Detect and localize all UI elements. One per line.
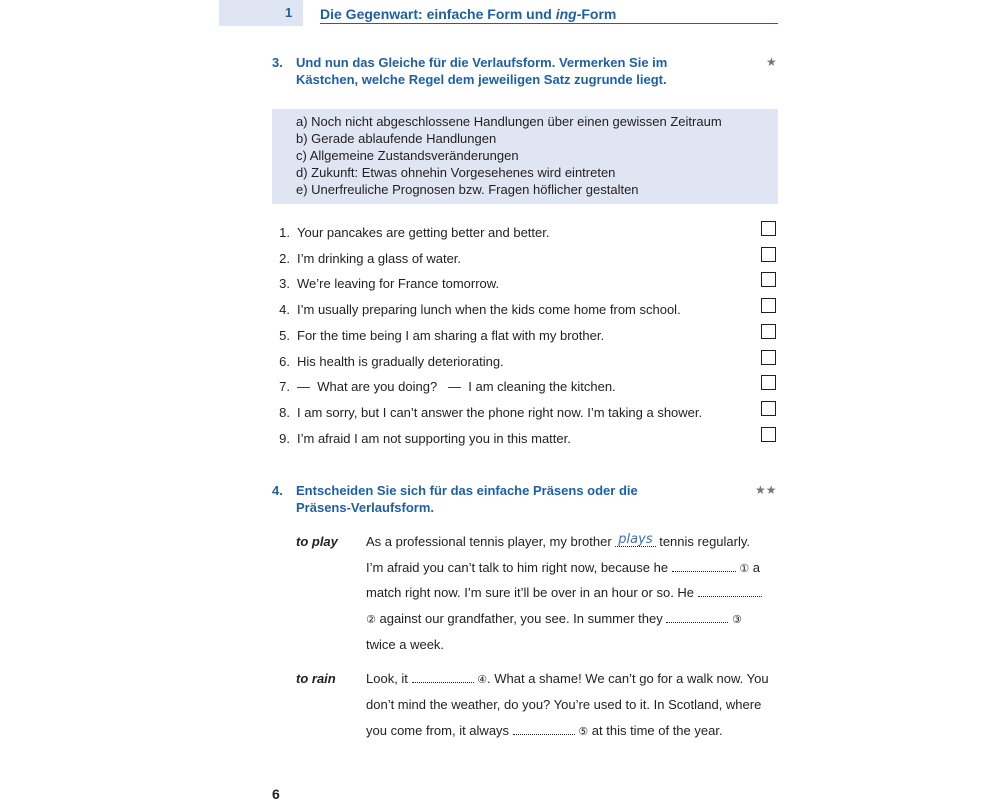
chapter-title-prefix: Die Gegenwart: einfache Form und [320, 6, 556, 22]
page-number: 6 [272, 786, 280, 802]
item-number: 1. [279, 225, 290, 240]
text-segment: at this time of the year. [588, 723, 723, 738]
answer-blank-5[interactable] [513, 723, 575, 735]
item-sentence: His health is gradually deteriorating. [297, 354, 504, 369]
difficulty-star-icon: ★ [766, 55, 777, 69]
answer-blank-2[interactable] [698, 585, 762, 597]
text-line [366, 671, 769, 686]
chapter-title [320, 6, 616, 22]
verb-to-play: to play [296, 534, 338, 549]
item-sentence: I am sorry, but I can’t answer the phone right now. I’m taking a shower. [297, 405, 703, 420]
answer-checkbox[interactable] [761, 221, 776, 236]
answer-checkbox[interactable] [761, 324, 776, 339]
blank-marker-1: ① [739, 563, 750, 575]
exercise-3-instruction [296, 54, 667, 88]
item-sentence: I’m usually preparing lunch when the kids come home from school. [297, 302, 681, 317]
item-number: 3. [279, 276, 290, 291]
exercise-4-number: 4. [272, 483, 283, 498]
answer-checkbox[interactable] [761, 427, 776, 442]
chapter-number: 1 [285, 5, 293, 20]
exercise-4-instruction-line1: Entscheiden Sie sich für das einfache Präsens oder die [296, 483, 638, 498]
text-line [366, 611, 742, 626]
item-sentence: For the time being I am sharing a flat with my brother. [297, 328, 605, 343]
exercise-3-instruction-line1: Und nun das Gleiche für die Verlaufsform. Vermerken Sie im [296, 55, 668, 70]
difficulty-stars-icon: ★★ [755, 483, 777, 497]
text-segment: tennis regularly. [655, 534, 751, 549]
chapter-title-italic: ing [555, 6, 577, 22]
text-line [366, 723, 723, 738]
text-line: don’t mind the weather, do you? You’re used to it. In Scotland, where [366, 697, 762, 712]
item-sentence: I’m drinking a glass of water. [297, 251, 462, 266]
text-segment: As a professional tennis player, my brother [366, 534, 616, 549]
item-number: 2. [279, 251, 290, 266]
blank-marker-3: ③ [732, 614, 742, 626]
answer-checkbox[interactable] [761, 401, 776, 416]
answer-checkbox[interactable] [761, 272, 776, 287]
rule-b: b) Gerade ablaufende Handlungen [296, 131, 497, 146]
answer-checkbox[interactable] [761, 247, 776, 262]
answer-checkbox[interactable] [761, 298, 776, 313]
item-sentence: — What are you doing? — I am cleaning the kitchen. [297, 379, 616, 394]
text-line [366, 585, 762, 600]
text-segment: . What a shame! We can’t go for a walk now. You [487, 671, 769, 686]
rule-c: c) Allgemeine Zustandsveränderungen [296, 148, 519, 163]
item-number: 7. [279, 379, 290, 394]
answer-blank-4[interactable] [412, 671, 474, 683]
rule-e: e) Unerfreuliche Prognosen bzw. Fragen höflicher gestalten [296, 182, 639, 197]
item-number: 8. [279, 405, 290, 420]
text-segment: against our grandfather, you see. In summer they [375, 611, 667, 626]
text-segment: you come from, it always [366, 723, 513, 738]
item-sentence: Your pancakes are getting better and better. [297, 225, 550, 240]
exercise-3-number: 3. [272, 55, 283, 70]
answer-checkbox[interactable] [761, 350, 776, 365]
answer-checkbox[interactable] [761, 375, 776, 390]
blank-marker-5: ⑤ [578, 726, 589, 738]
blank-marker-2: ② [366, 614, 376, 626]
text-line [366, 534, 750, 550]
item-sentence: We’re leaving for France tomorrow. [297, 276, 500, 291]
answer-blank-example[interactable]: plays [615, 534, 655, 547]
item-number: 5. [279, 328, 290, 343]
text-segment: I’m afraid you can’t talk to him right now, because he [366, 560, 672, 575]
text-segment: Look, it [366, 671, 412, 686]
text-line: twice a week. [366, 637, 445, 652]
exercise-4-instruction-line2: Präsens-Verlaufsform. [296, 500, 435, 515]
header-rule [320, 23, 778, 24]
item-number: 6. [279, 354, 290, 369]
item-sentence: I’m afraid I am not supporting you in this matter. [297, 431, 571, 446]
chapter-title-suffix: -Form [576, 6, 617, 22]
text-line [366, 560, 760, 575]
rule-a: a) Noch nicht abgeschlossene Handlungen über einen gewissen Zeitraum [296, 114, 722, 129]
exercise-3-instruction-line2: Kästchen, welche Regel dem jeweiligen Satz zugrunde liegt. [296, 72, 667, 87]
answer-blank-3[interactable] [666, 611, 728, 623]
answer-blank-1[interactable] [672, 560, 736, 572]
rule-d: d) Zukunft: Etwas ohnehin Vorgesehenes wird eintreten [296, 165, 616, 180]
item-number: 9. [279, 431, 290, 446]
exercise-4-instruction [296, 482, 638, 516]
verb-to-rain: to rain [296, 671, 336, 686]
item-number: 4. [279, 302, 290, 317]
text-segment: a [749, 560, 761, 575]
blank-marker-4: ④ [477, 674, 488, 686]
text-segment: match right now. I’m sure it’ll be over in an hour or so. He [366, 585, 698, 600]
